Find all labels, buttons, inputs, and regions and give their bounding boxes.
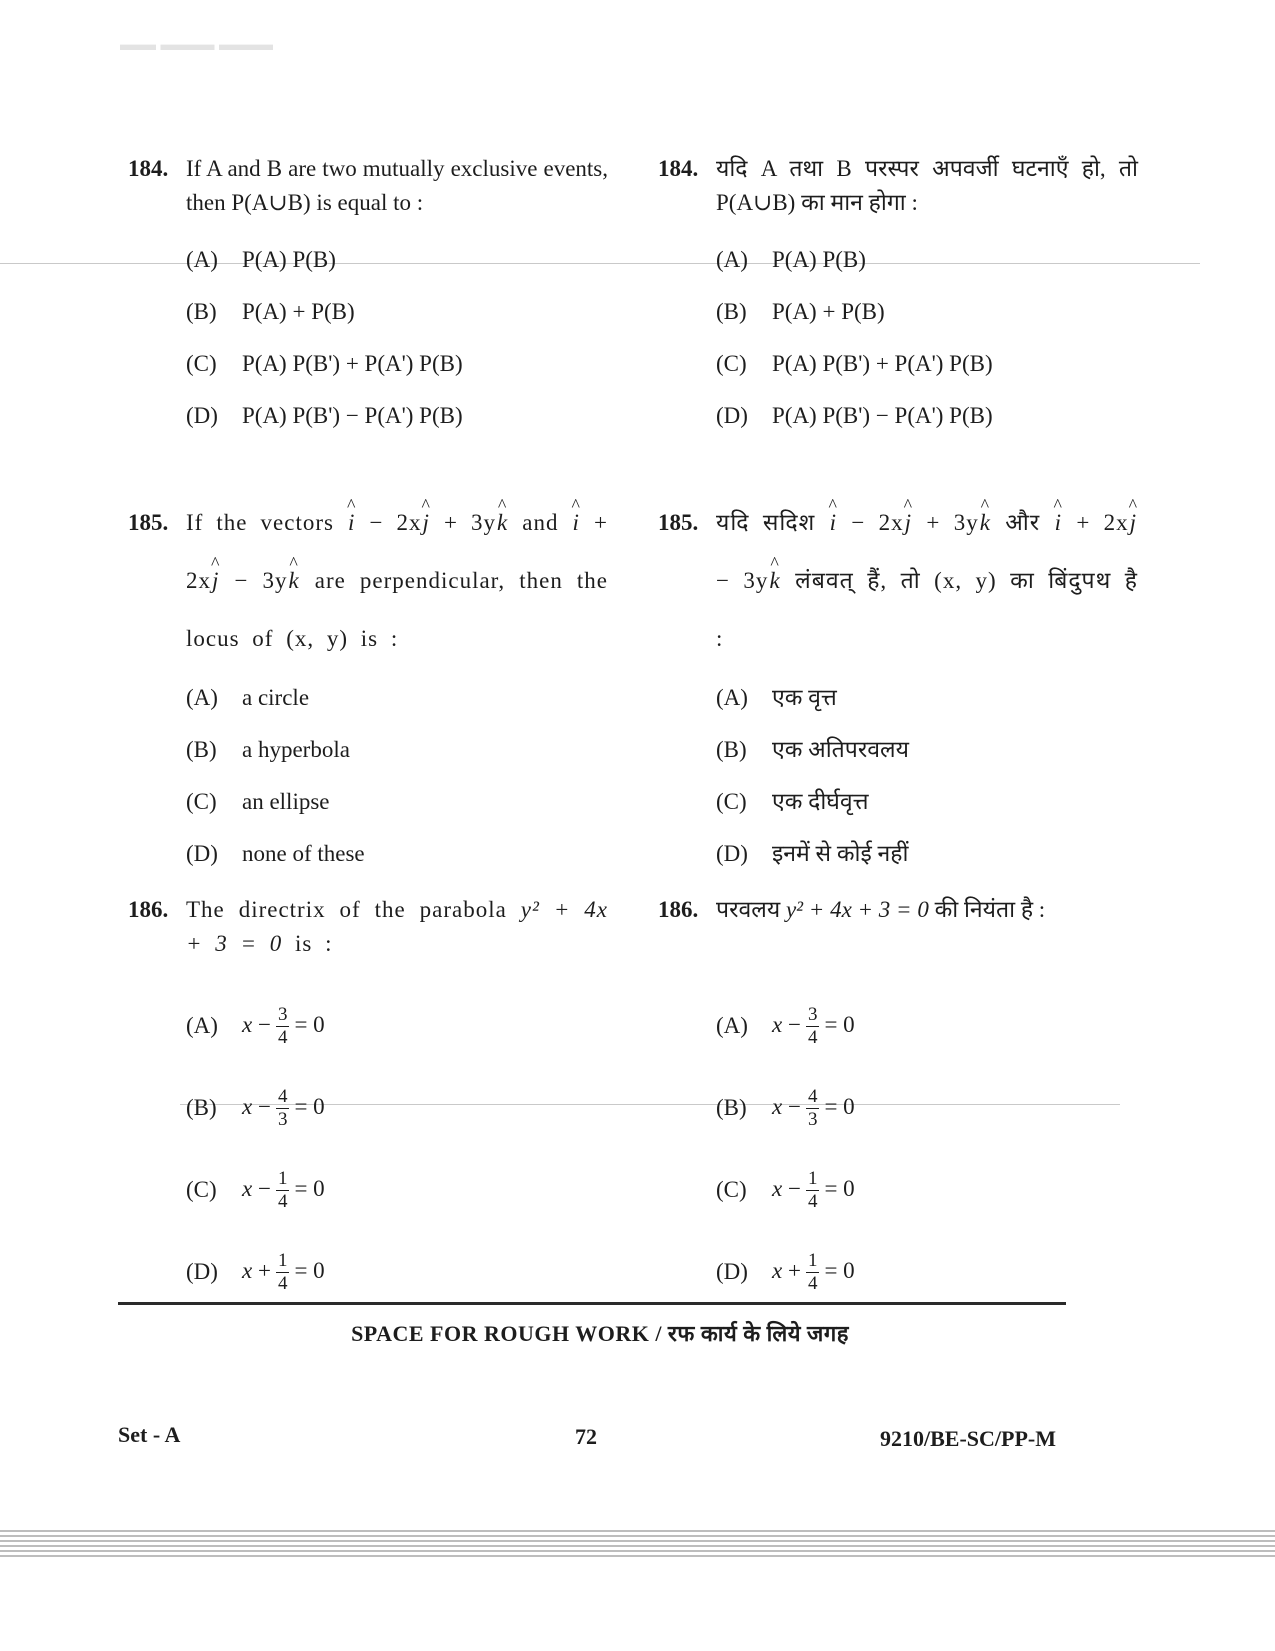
question-stem: If A and B are two mutually exclusive events, then P(A∪B) is equal to : bbox=[186, 156, 608, 215]
option-label: (A) bbox=[716, 685, 748, 710]
set-label: Set - A bbox=[118, 1422, 181, 1447]
option-label: (B) bbox=[716, 737, 747, 762]
operator: − bbox=[787, 1011, 801, 1037]
fraction bbox=[276, 1168, 290, 1213]
vector-expression bbox=[829, 510, 992, 535]
equals-zero: = 0 bbox=[294, 1257, 325, 1283]
question-number: 184. bbox=[128, 156, 169, 181]
stem-text: are perpendicular, then the locus of (x, y) is : bbox=[186, 568, 608, 651]
option-value bbox=[242, 1004, 608, 1049]
option-b bbox=[716, 1067, 1138, 1149]
unit-vector-k: ^ k bbox=[768, 552, 781, 610]
operator: − bbox=[257, 1175, 271, 1201]
stem-text: और bbox=[1005, 510, 1041, 535]
option-label: (C) bbox=[186, 789, 217, 814]
operator: − bbox=[787, 1093, 801, 1119]
unit-vector-k: ^ k bbox=[287, 552, 300, 610]
vector-term: − 2x bbox=[356, 510, 422, 535]
unit-vector-i: ^ i bbox=[572, 494, 581, 552]
option-label: (B) bbox=[186, 1095, 217, 1120]
option-b bbox=[716, 724, 1138, 776]
vector-term: − 3y bbox=[716, 568, 769, 593]
parabola-equation: y² + 4x + 3 = 0 bbox=[785, 897, 929, 922]
rough-work-heading: SPACE FOR ROUGH WORK / रफ कार्य के लिये जगह bbox=[351, 1321, 849, 1346]
option-value: P(A) P(B') + P(A') P(B) bbox=[242, 351, 463, 376]
stem-text: की नियंता है : bbox=[934, 897, 1046, 922]
option-b bbox=[186, 286, 608, 338]
unit-vector-i: ^ i bbox=[347, 494, 356, 552]
vector-term: − 2x bbox=[837, 510, 904, 535]
rough-work-divider bbox=[118, 1302, 1066, 1305]
question-184-english bbox=[128, 152, 608, 442]
option-label: (A) bbox=[186, 1013, 218, 1038]
option-value: एक अतिपरवलय bbox=[772, 737, 909, 762]
option-label: (C) bbox=[186, 351, 217, 376]
numerator: 4 bbox=[807, 1085, 818, 1107]
option-label: (A) bbox=[186, 247, 218, 272]
numerator: 1 bbox=[277, 1249, 288, 1271]
option-value: P(A) P(B') + P(A') P(B) bbox=[772, 351, 993, 376]
page-number: 72 bbox=[575, 1424, 597, 1449]
question-stem bbox=[186, 893, 608, 961]
question-number: 185. bbox=[658, 510, 699, 535]
unit-vector-j: ^ j bbox=[1129, 494, 1138, 552]
option-value bbox=[772, 1250, 1138, 1295]
operator: + bbox=[787, 1257, 801, 1283]
denominator: 4 bbox=[807, 1026, 818, 1048]
unit-vector-k: ^ k bbox=[496, 494, 509, 552]
option-value bbox=[772, 1004, 1138, 1049]
option-c bbox=[716, 1149, 1138, 1231]
variable-x: x bbox=[772, 1011, 783, 1037]
unit-vector-j: ^ j bbox=[211, 552, 220, 610]
option-a bbox=[716, 234, 1138, 286]
vector-term: + 3y bbox=[430, 510, 496, 535]
denominator: 3 bbox=[807, 1108, 818, 1130]
option-a bbox=[716, 672, 1138, 724]
stem-text: The directrix of the parabola bbox=[186, 897, 507, 922]
question-stem bbox=[186, 494, 608, 668]
option-value: इनमें से कोई नहीं bbox=[772, 841, 909, 866]
bleed-through-text: ▬▬ ▬▬▬ ▬▬▬ bbox=[120, 34, 273, 54]
option-d bbox=[186, 390, 608, 442]
option-d bbox=[186, 828, 608, 880]
option-label: (D) bbox=[186, 841, 218, 866]
option-c bbox=[716, 776, 1138, 828]
fraction bbox=[806, 1086, 820, 1131]
unit-vector-j: ^ j bbox=[422, 494, 431, 552]
fraction bbox=[276, 1086, 290, 1131]
vector-term: + 2x bbox=[1062, 510, 1129, 535]
equals-zero: = 0 bbox=[824, 1093, 855, 1119]
option-d bbox=[716, 1231, 1138, 1313]
option-value: an ellipse bbox=[242, 789, 330, 814]
variable-x: x bbox=[242, 1175, 253, 1201]
option-value: P(A) + P(B) bbox=[242, 299, 355, 324]
stem-text: If the vectors bbox=[186, 510, 334, 535]
operator: − bbox=[257, 1093, 271, 1119]
question-number: 185. bbox=[128, 510, 169, 535]
equals-zero: = 0 bbox=[294, 1093, 325, 1119]
option-value bbox=[242, 1086, 608, 1131]
option-label: (A) bbox=[716, 247, 748, 272]
option-label: (B) bbox=[716, 1095, 747, 1120]
stem-text: यदि सदिश bbox=[716, 510, 816, 535]
denominator: 4 bbox=[807, 1190, 818, 1212]
question-stem: यदि A तथा B परस्पर अपवर्जी घटनाएँ हो, तो P(A∪B) का मान होगा : bbox=[716, 156, 1138, 215]
option-c bbox=[716, 338, 1138, 390]
operator: − bbox=[257, 1011, 271, 1037]
option-label: (D) bbox=[716, 403, 748, 428]
option-value: एक दीर्घवृत्त bbox=[772, 789, 869, 814]
parabola-equation: y² + 4x + 3 = 0 bbox=[186, 897, 608, 956]
option-d bbox=[716, 828, 1138, 880]
option-c bbox=[186, 338, 608, 390]
options-list bbox=[716, 234, 1138, 442]
option-label: (B) bbox=[716, 299, 747, 324]
option-label: (D) bbox=[716, 1259, 748, 1284]
variable-x: x bbox=[242, 1093, 253, 1119]
question-185-english bbox=[128, 494, 608, 880]
option-d bbox=[186, 1231, 608, 1313]
variable-x: x bbox=[242, 1257, 253, 1283]
equals-zero: = 0 bbox=[824, 1175, 855, 1201]
denominator: 4 bbox=[277, 1190, 288, 1212]
option-label: (C) bbox=[716, 1177, 747, 1202]
operator: − bbox=[787, 1175, 801, 1201]
option-value: none of these bbox=[242, 841, 365, 866]
denominator: 4 bbox=[277, 1026, 288, 1048]
option-value: P(A) P(B') − P(A') P(B) bbox=[772, 403, 993, 428]
option-label: (B) bbox=[186, 299, 217, 324]
fraction bbox=[806, 1168, 820, 1213]
option-value: a circle bbox=[242, 685, 310, 710]
fraction bbox=[276, 1250, 290, 1295]
option-value: a hyperbola bbox=[242, 737, 350, 762]
unit-vector-i: ^ i bbox=[1054, 494, 1063, 552]
numerator: 4 bbox=[277, 1085, 288, 1107]
option-label: (A) bbox=[186, 685, 218, 710]
option-value bbox=[242, 1168, 608, 1213]
option-a bbox=[716, 985, 1138, 1067]
option-value: P(A) P(B') − P(A') P(B) bbox=[242, 403, 463, 428]
option-a bbox=[186, 985, 608, 1067]
option-label: (D) bbox=[186, 403, 218, 428]
equals-zero: = 0 bbox=[294, 1175, 325, 1201]
fraction bbox=[806, 1004, 820, 1049]
numerator: 3 bbox=[277, 1003, 288, 1025]
operator: + bbox=[257, 1257, 271, 1283]
unit-vector-i: ^ i bbox=[829, 494, 838, 552]
equals-zero: = 0 bbox=[824, 1011, 855, 1037]
stem-text: लंबवत् हैं, तो (x, y) का बिंदुपथ है : bbox=[716, 568, 1138, 651]
option-c bbox=[186, 776, 608, 828]
option-b bbox=[186, 724, 608, 776]
option-a bbox=[186, 234, 608, 286]
question-stem bbox=[716, 494, 1138, 668]
option-label: (D) bbox=[186, 1259, 218, 1284]
option-value bbox=[772, 1086, 1138, 1131]
numerator: 1 bbox=[807, 1167, 818, 1189]
option-label: (C) bbox=[186, 1177, 217, 1202]
fraction bbox=[806, 1250, 820, 1295]
numerator: 1 bbox=[277, 1167, 288, 1189]
variable-x: x bbox=[242, 1011, 253, 1037]
option-b bbox=[716, 286, 1138, 338]
question-number: 186. bbox=[658, 897, 699, 922]
options-list bbox=[716, 672, 1138, 880]
option-value bbox=[242, 1250, 608, 1295]
options-list bbox=[186, 672, 608, 880]
variable-x: x bbox=[772, 1257, 783, 1283]
fraction bbox=[276, 1004, 290, 1049]
question-185-hindi bbox=[658, 494, 1138, 880]
option-b bbox=[186, 1067, 608, 1149]
numerator: 3 bbox=[807, 1003, 818, 1025]
option-label: (A) bbox=[716, 1013, 748, 1038]
option-value: P(A) + P(B) bbox=[772, 299, 885, 324]
option-label: (D) bbox=[716, 841, 748, 866]
option-label: (C) bbox=[716, 351, 747, 376]
stem-text: परवलय bbox=[716, 897, 781, 922]
question-186-english bbox=[128, 893, 608, 1313]
vector-expression bbox=[347, 510, 509, 535]
equals-zero: = 0 bbox=[294, 1011, 325, 1037]
equals-zero: = 0 bbox=[824, 1257, 855, 1283]
unit-vector-j: ^ j bbox=[904, 494, 913, 552]
vector-term: + 2x bbox=[186, 510, 608, 593]
numerator: 1 bbox=[807, 1249, 818, 1271]
scan-edge-stripes bbox=[0, 1530, 1275, 1560]
option-d bbox=[716, 390, 1138, 442]
variable-x: x bbox=[772, 1175, 783, 1201]
option-value: एक वृत्त bbox=[772, 685, 837, 710]
option-value: P(A) P(B) bbox=[242, 247, 336, 272]
paper-code: 9210/BE-SC/PP-M bbox=[880, 1426, 1056, 1451]
options-list bbox=[716, 985, 1138, 1313]
option-label: (B) bbox=[186, 737, 217, 762]
options-list bbox=[186, 985, 608, 1313]
option-value: P(A) P(B) bbox=[772, 247, 866, 272]
question-number: 184. bbox=[658, 156, 699, 181]
option-value bbox=[772, 1168, 1138, 1213]
denominator: 3 bbox=[277, 1108, 288, 1130]
vector-term: + 3y bbox=[913, 510, 979, 535]
option-label: (C) bbox=[716, 789, 747, 814]
unit-vector-k: ^ k bbox=[979, 494, 992, 552]
options-list bbox=[186, 234, 608, 442]
question-184-hindi bbox=[658, 152, 1138, 442]
question-186-hindi bbox=[658, 893, 1138, 1313]
variable-x: x bbox=[772, 1093, 783, 1119]
stem-text: is : bbox=[295, 931, 333, 956]
option-c bbox=[186, 1149, 608, 1231]
denominator: 4 bbox=[277, 1272, 288, 1294]
question-stem bbox=[716, 893, 1138, 927]
denominator: 4 bbox=[807, 1272, 818, 1294]
vector-term: − 3y bbox=[220, 568, 288, 593]
stem-text: and bbox=[522, 510, 559, 535]
option-a bbox=[186, 672, 608, 724]
question-number: 186. bbox=[128, 897, 169, 922]
